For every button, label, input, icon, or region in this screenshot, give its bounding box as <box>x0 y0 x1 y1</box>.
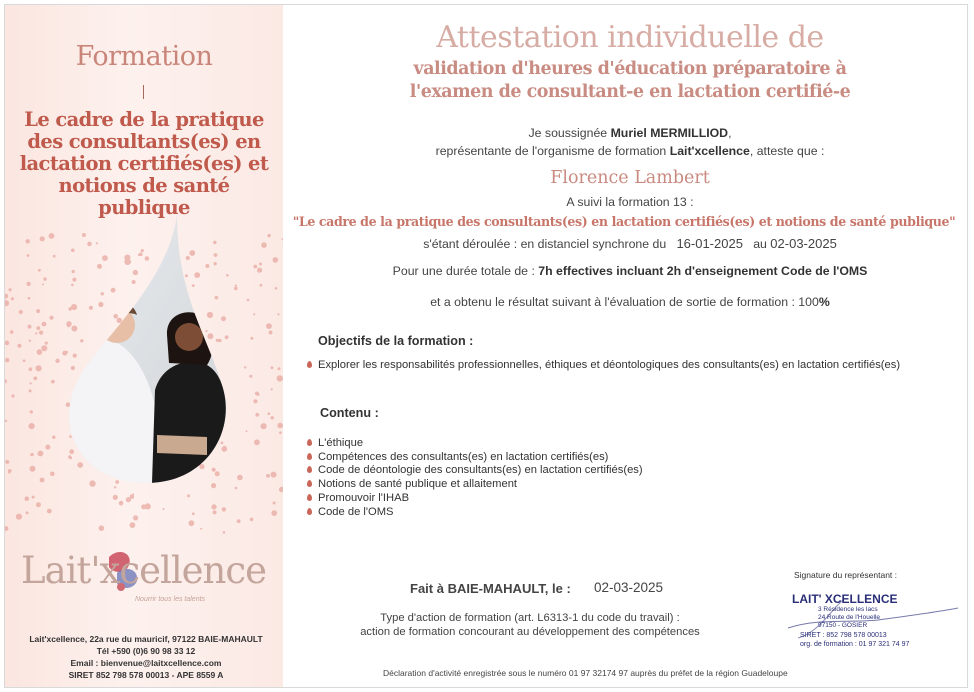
decor-dot <box>163 508 165 510</box>
decor-dot <box>36 502 41 507</box>
signer-line: Je soussignée Muriel MERMILLIOD, <box>528 126 732 140</box>
decor-dot <box>30 382 32 384</box>
decor-dot <box>33 377 37 381</box>
decor-dot <box>47 509 52 514</box>
decor-dot <box>255 413 259 417</box>
decor-dot <box>192 512 195 515</box>
decor-dot <box>27 254 30 257</box>
decor-dot <box>50 472 55 477</box>
decor-dot <box>5 294 8 299</box>
decor-dot <box>257 393 260 396</box>
decor-dot <box>282 238 284 240</box>
left-panel <box>5 5 283 687</box>
decor-dot <box>222 507 226 511</box>
decor-dot <box>223 531 226 534</box>
heading-separator <box>143 85 144 99</box>
decor-dot <box>31 453 34 456</box>
decor-dot <box>133 515 138 520</box>
decor-dot <box>253 313 255 315</box>
decor-dot <box>261 423 267 429</box>
decor-dot <box>36 365 42 371</box>
decor-dot <box>17 344 21 348</box>
action-type-line2: action de formation concourant au développement des compétences <box>360 626 700 638</box>
decor-dot <box>250 337 253 340</box>
content-item: Compétences des consultants(es) en lactation certifiés(es) <box>307 451 608 465</box>
decor-dot <box>259 263 262 266</box>
decor-dot <box>5 341 9 346</box>
logo-text: Lait'xcellence <box>21 549 266 592</box>
organisation-name: Lait'xcellence <box>669 144 750 158</box>
decor-dot <box>53 255 56 258</box>
decor-dot <box>5 379 7 383</box>
duration-line: Pour une durée totale de : 7h effectives incluant 2h d'enseignement Code de l'OMS <box>392 264 868 278</box>
logo-tagline: Nourrir tous les talents <box>135 596 206 603</box>
decor-dot <box>45 342 48 345</box>
decor-dot <box>114 486 116 488</box>
decor-dot <box>42 322 47 327</box>
decor-dot <box>16 514 22 520</box>
decor-dot <box>132 494 134 496</box>
content-item: Code de déontologie des consultants(es) en lactation certifiés(es) <box>307 464 643 478</box>
decor-dot <box>27 282 31 286</box>
decor-dot <box>49 316 53 320</box>
decor-dot <box>244 366 246 368</box>
decor-dot <box>273 257 279 263</box>
decor-dot <box>43 277 46 280</box>
decor-dot <box>235 487 238 490</box>
decor-dot <box>99 525 105 531</box>
formation-heading: Formation <box>75 41 213 72</box>
decor-dot <box>266 474 270 478</box>
footer-phone: Tél +590 (0)6 90 98 33 12 <box>96 646 196 656</box>
decor-dot <box>279 431 282 434</box>
decor-dot <box>39 331 43 335</box>
decor-dot <box>253 265 257 269</box>
decor-dot <box>5 300 9 306</box>
decor-dot <box>29 367 33 371</box>
decor-dot <box>213 510 217 514</box>
footer-address: Lait'xcellence, 22a rue du mauricif, 97122 BAIE-MAHAULT <box>29 634 263 644</box>
decor-dot <box>257 268 262 273</box>
decor-dot <box>5 526 8 531</box>
decor-dot <box>145 503 151 509</box>
decor-dot <box>36 309 40 313</box>
made-date: 02-03-2025 <box>594 580 664 595</box>
stamp-name: LAIT' XCELLENCE <box>792 592 898 606</box>
objectives-heading: Objectifs de la formation : <box>318 334 474 348</box>
decor-dot <box>250 518 254 522</box>
decor-dot <box>38 269 41 272</box>
decor-dot <box>271 416 274 419</box>
drop-photo <box>57 215 231 483</box>
decor-dot <box>271 472 277 478</box>
decor-dot <box>130 522 136 528</box>
decor-dot <box>113 495 118 500</box>
decor-dot <box>40 478 45 483</box>
content-item: Promouvoir l'IHAB <box>307 492 409 506</box>
decor-dot <box>211 483 216 488</box>
decor-dot <box>267 234 270 237</box>
decor-dot <box>126 497 131 502</box>
decor-dot <box>249 375 252 378</box>
decor-dot <box>29 423 35 429</box>
decor-dot <box>32 496 35 499</box>
decor-dot <box>26 239 30 243</box>
result-line: et a obtenu le résultat suivant à l'évaluation de sortie de formation : 100% <box>430 295 830 309</box>
decor-dot <box>36 326 40 330</box>
made-at-label: Fait à BAIE-MAHAULT, le : <box>410 581 571 596</box>
content-item: Code de l'OMS <box>307 506 394 520</box>
decor-dot <box>41 345 47 351</box>
objective-item: Explorer les responsabilités professionnelles, éthiques et déontologiques des consultants(es) en lactation certifiés(es) <box>307 359 907 373</box>
decor-dot <box>268 412 271 415</box>
decor-dot <box>271 510 277 516</box>
end-date: 02-03-2025 <box>770 236 837 251</box>
decor-dot <box>119 501 124 506</box>
decor-dot <box>5 358 9 362</box>
decor-dot <box>8 471 10 473</box>
decor-dot <box>42 283 44 285</box>
decor-dot <box>277 423 283 429</box>
stamp-address: 3 Résidence les lacs 24 Route de l'Houelle 97150 - GOSIER <box>818 606 880 629</box>
decor-dot <box>9 288 12 291</box>
decor-dot <box>275 287 278 290</box>
decor-dot <box>5 460 9 464</box>
content-item: Notions de santé publique et allaitement <box>307 478 517 492</box>
decor-dot <box>11 394 14 397</box>
decor-dot <box>40 236 45 241</box>
decor-dot <box>271 388 273 390</box>
stamp-ids: SIRET : 852 798 578 00013 org. de formation : 01 97 321 74 97 <box>800 632 910 648</box>
declaration-line: Déclaration d'activité enregistrée sous le numéro 01 97 32174 97 auprès du préfet de la région Guadeloupe <box>383 668 788 678</box>
result-value: 100 <box>798 295 819 309</box>
decor-dot <box>49 233 55 239</box>
decor-dot <box>30 466 36 472</box>
course-title: Le cadre de la pratique des consultants(es) en lactation certifiés(es) et notions de santé publique <box>19 108 269 219</box>
decor-dot <box>271 366 274 369</box>
participant-name: Florence Lambert <box>550 168 710 188</box>
decor-dot <box>25 496 30 501</box>
certificate-title: Attestation individuelle de <box>436 20 824 55</box>
decor-dot <box>237 519 241 523</box>
organisation-stamp <box>788 588 958 654</box>
decor-dot <box>28 297 31 300</box>
decor-dot <box>234 287 238 291</box>
decor-dot <box>273 502 276 505</box>
decor-dot <box>261 242 267 248</box>
signer-name: Muriel MERMILLIOD <box>610 126 729 140</box>
decor-dot <box>23 359 26 362</box>
decor-dot <box>29 340 31 342</box>
decor-dot <box>277 375 283 381</box>
decor-dot <box>269 331 273 335</box>
decor-dot <box>51 380 55 384</box>
action-type-line1: Type d'action de formation (art. L6313-1 du code du travail) : <box>380 612 680 624</box>
decor-dot <box>187 494 190 497</box>
decor-dot <box>277 313 279 315</box>
decor-dot <box>19 310 23 314</box>
organisation-footer <box>11 633 281 681</box>
decor-dot <box>189 520 195 526</box>
decor-dot <box>37 349 43 355</box>
decor-dot <box>278 367 281 370</box>
decor-dot <box>38 451 44 457</box>
decor-dot <box>28 325 32 329</box>
course-quote: "Le cadre de la pratique des consultants(es) en lactation certifiés(es) et notions de santé publique" <box>292 214 956 229</box>
content-item: L'éthique <box>307 437 363 451</box>
certificate-subtitle: validation d'heures d'éducation préparatoire à l'examen de consultant-e en lactation certifié-e <box>409 59 851 102</box>
decor-dot <box>200 528 202 530</box>
decor-dot <box>11 297 14 300</box>
decor-dot <box>235 285 237 287</box>
decor-dot <box>266 323 272 329</box>
decor-dot <box>30 410 33 413</box>
followed-line: A suivi la formation 13 : <box>566 195 694 209</box>
decor-dot <box>254 439 260 445</box>
decor-dot <box>35 332 37 334</box>
decor-dot <box>211 504 216 509</box>
decor-dot <box>45 445 50 450</box>
decor-dot <box>247 299 250 302</box>
start-date: 16-01-2025 <box>676 236 743 251</box>
decor-dot <box>246 430 248 432</box>
content-heading: Contenu : <box>320 406 379 420</box>
decor-dot <box>52 436 55 439</box>
duration-value: 7h effectives incluant 2h d'enseignement Code de l'OMS <box>538 264 868 278</box>
footer-siret: SIRET 852 798 578 00013 - APE 8559 A <box>68 670 224 680</box>
decor-dot <box>10 330 14 334</box>
decor-dot <box>279 487 283 492</box>
decor-dot <box>26 511 29 514</box>
decor-dot <box>253 399 257 403</box>
decor-dot <box>5 420 7 422</box>
organisation-line: représentante de l'organisme de formation Lait'xcellence, atteste que : <box>435 144 825 158</box>
dates-line: s'étant déroulée : en distanciel synchrone du 16-01-2025 au 02-03-2025 <box>423 236 837 251</box>
decor-dot <box>237 475 243 481</box>
signature-label: Signature du représentant : <box>794 570 898 580</box>
footer-email: Email : bienvenue@laitxcellence.com <box>70 658 222 668</box>
decor-dot <box>260 284 263 287</box>
decor-dot <box>29 389 32 392</box>
